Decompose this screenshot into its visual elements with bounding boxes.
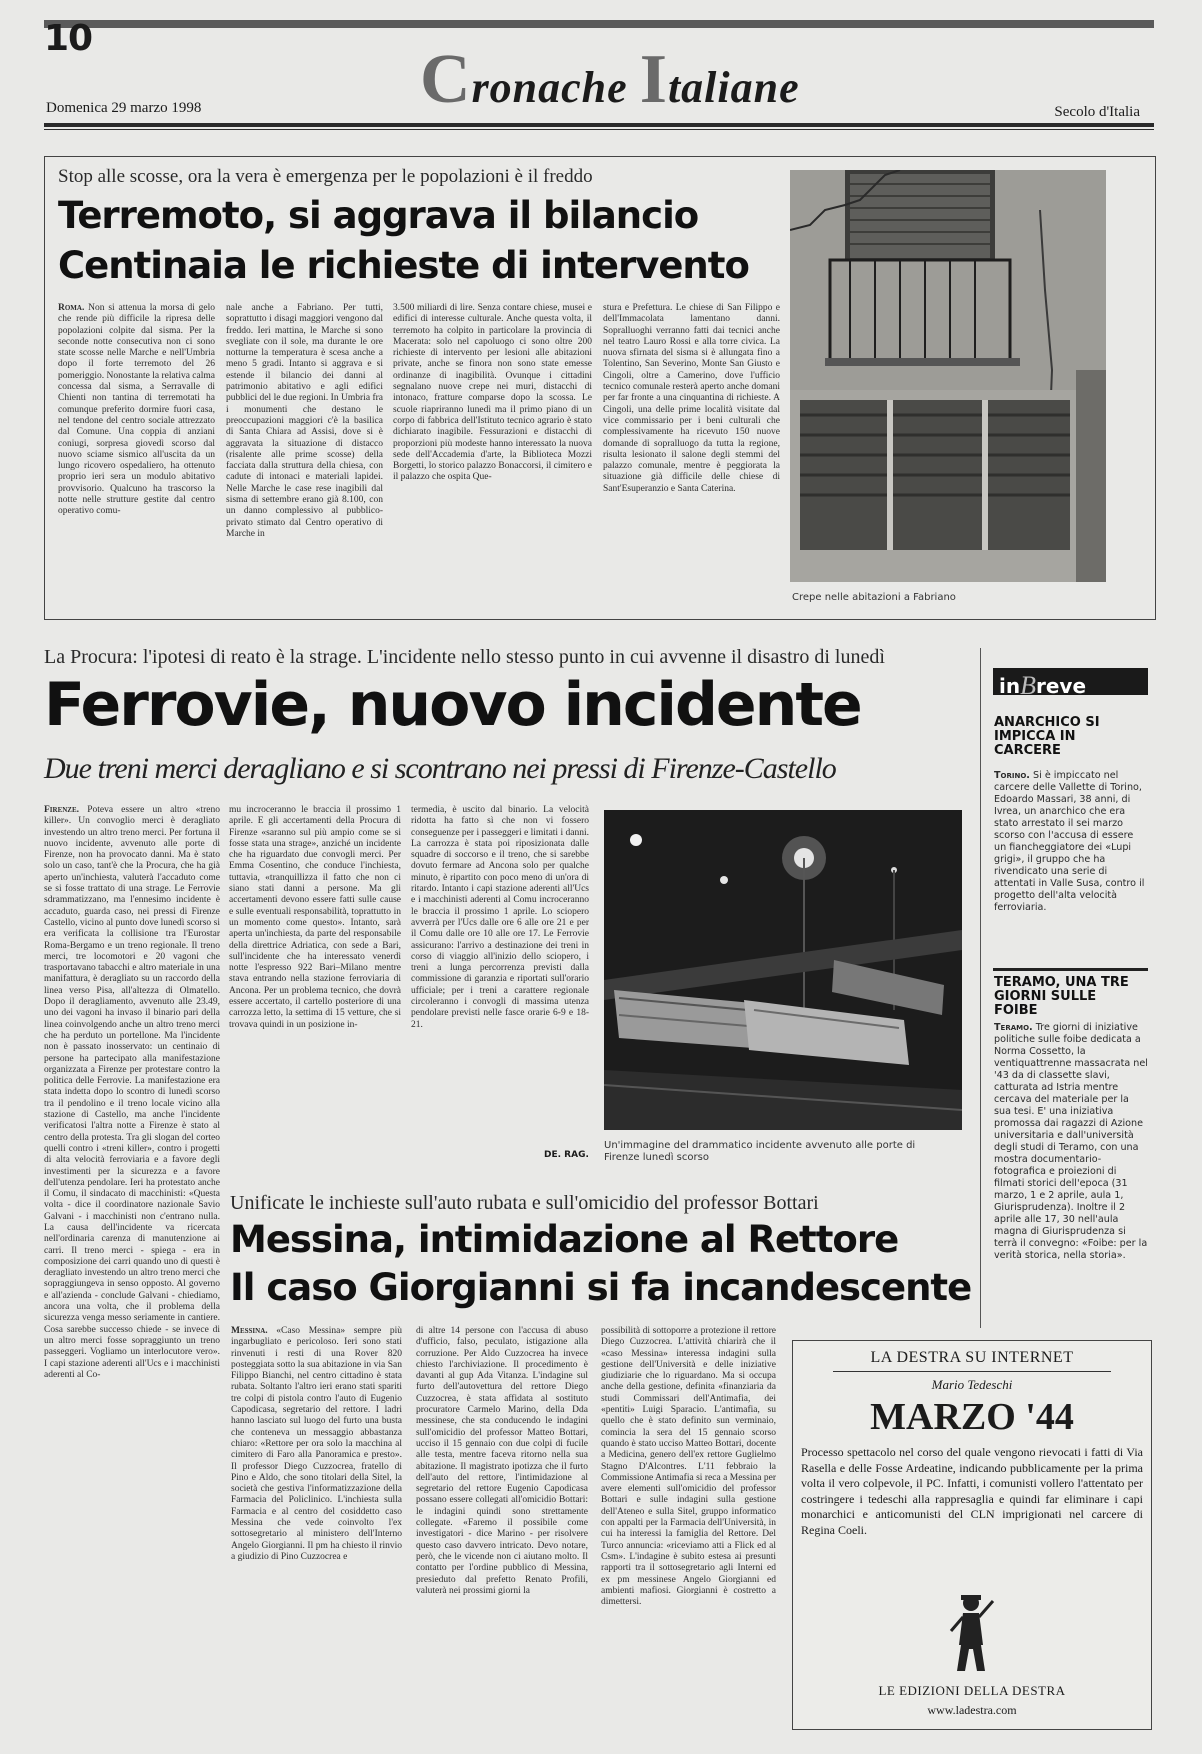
section-masthead: Cronache Italiane [420,41,800,118]
railway-headline: Ferrovie, nuovo incidente [44,670,861,740]
earthquake-photo-caption: Crepe nelle abitazioni a Fabriano [792,592,956,603]
advert-publisher: LE EDIZIONI DELLA DESTRA [878,1683,1066,1698]
book-advert [792,1340,1152,1730]
railway-column-2: mu incroceranno le braccia il prossimo 1 aprile. E gli accertamenti della Procura di Firenze «saranno sul più ampio come se si fosse stata una strage», anziché un incidente che ha riguardato due convogli merci. Per Emma Cosentino, che conduce l'inchiesta, tuttavia, «tranquillizza il fatto che non ci siano stati danni a persone. Ma gli accertamenti devono essere fatti sulle cause e sulle eventuali responsabilità, toprattutto in un momento come questo». Intanto, sarà aperta un'inchiesta, da parte del responsabile della direttrice Adriatica, con sede a Bari, sull'incidente che ha interessato venerdì notte l'espresso 922 Bari–Milano mentre stava entrando nella stazione ferroviaria di Ancona. Per un problema tecnico, che dovrà essere accertato, il cartello posteriore di una carrozza letto, la settima di 15 vetture, che si trovava quindi in un posizione in- [229,805,401,1030]
soldier-icon [943,1591,999,1675]
advert-text: Processo spettacolo nel corso del quale vengono rievocati i fatti di Via Rasella e delle Fosse Ardeatine, indicando pubblicamente per la prima volta il vero colpevole, il PC. Infatti, i comunisti vollero l'attentato per costringere i tedeschi alla rappresaglia e quindi far eliminare i capi monarchici e anticomunisti del CLN imprigionati nel carcere di Regina Coeli. [801,1445,1143,1537]
dateline: Domenica 29 marzo 1998 [46,100,202,116]
messina-column-1: Messina. «Caso Messina» sempre più ingarbugliato e pericoloso. Ieri sono stati rinvenuti i resti di una Rover 820 posteggiata sotto la sua abitazione in via San Filippo Bianchi, nel centro cittadino è stata rubata. Soltanto l'altro ieri erano stati spariti tre colpi di pistola contro l'auto di Eugenio Capodicasa, segretario del rettore. I ladri hanno lasciato sul luogo del furto una busta che conteneva un messaggio abbastanza chiaro: «Rettore per ora solo la macchina al cimitero di Faro alla Panoramica e presto». Il professor Diego Cuzzocrea, fratello di Pino e Aldo, che sono titolari della Sitel, la società che gestiva l'informatizzazione della Farmacia del Policlinico. L'inchiesta sulla Farmacia e al centro del cosiddetto caso Messina che vede coinvolto l'ex sottosegretario al ministero dell'Interno Angelo Giorgianni. Il pm ha chiesto il rinvio a giudizio di Pino Cuzzocrea e [231,1326,402,1562]
breve-item1-title: ANARCHICO SI IMPICCA IN CARCERE [994,715,1100,758]
header-rule-thin [44,129,1154,130]
messina-kicker: Unificate le inchieste sull'auto rubata e sull'omicidio del professor Bottari [230,1192,819,1214]
breve-item2-title: TERAMO, UNA TRE GIORNI SULLE FOIBE [994,975,1129,1018]
railway-kicker: La Procura: l'ipotesi di reato è la strage. L'incidente nello stesso punto in cui avvenne il disastro di lunedì [44,646,885,668]
breve-title: inBreve [999,671,1087,700]
breve-rule [993,968,1148,971]
railway-column-3: termedia, è uscito dal binario. La velocità ridotta ha fatto sì che non vi fossero conseguenze per i passeggeri e limitati i danni. La carrozza è stata poi riposizionata dalle squadre di soccorso e il treno, che si sarebbe dovuto fermare ad Ancona solo per qualche minuto, è ripartito con poco meno di un'ora di ritardo. Intanto i capi stazione aderenti all'Ucs e i macchinisti aderenti al Comu incroceranno le braccia il prossimo 1 aprile. Lo sciopero avverrà per l'Ucs dalle ore 6 alle ore 21 e per il Comu dalle ore 10 alle ore 17. Le Ferrovie assicurano: l'arrivo a destinazione dei treni in corso di viaggio all'inizio dello sciopero, i treni a lunga percorrenza previsti dalla commissione di garanzia e riportati sull'orario ufficiale; per i treni a carattere regionale circoleranno i convogli di massima utenza pendolare previsti nelle fasce orarie 6-9 e 18-21. [411,805,589,1030]
header-rule [44,123,1154,127]
cracked-building-image [790,170,1106,582]
newspaper-name: Secolo d'Italia [1054,104,1140,120]
railway-byline: DE. RAG. [544,1150,589,1160]
earthquake-column-3: 3.500 miliardi di lire. Senza contare chiese, musei e edifici di interesse culturale. Anche questa volta, il terremoto ha colpito in particolare la provincia di Macerata: solo nel capoluogo ci sono oltre 200 richieste di intervento per lesioni alle abitazioni private, anche se finora non sono state emesse ordinanze di inagibilità. Ovunque i cittadini segnalano nuove crepe nei muri, distacchi di intonaco, fratture comparse dopo la scossa. Le scuole riapriranno lunedì ma il primo piano di un corpo di fabbrica dell'Istituto tecnico agrario è stato dichiarato inagibile. Fessurazioni e distacchi di proporzioni più modeste hanno interessato la nuova sede dell'Accademia d'arte, la Biblioteca Mozzi Borgetti, lo storico palazzo Bonaccorsi, il cimitero e il palazzo che ospita Que- [393,303,592,483]
earthquake-photo [790,170,1106,582]
messina-dateline: Messina. [231,1326,268,1336]
earthquake-dateline: Roma. [58,303,85,313]
advert-title: MARZO '44 [870,1396,1074,1438]
earthquake-headline-1: Terremoto, si aggrava il bilancio [58,194,699,237]
railway-photo [604,810,962,1130]
railway-column-1: Firenze. Poteva essere un altro «treno killer». Un convoglio merci è deragliato investendo un altro treno merci. Per fortuna il nuovo incidente, avvenuto alle porte di Firenze, non ha provocato danni. Ma è stato solo un caso, tant'è che la Procura, che ha già aperto un'inchiesta, valuterà l'accaduto come se si fosse trattato di una strage. Le Ferrovie sdrammatizzano, ma l'ennesimo incidente è accaduto, guarda caso, nei pressi di Firenze Castello, vicino al punto dove lunedì scorso si era verificata la collisione tra l'Eurostar Roma-Bergamo e un treno regionale. Il treno merci, tre locomotori e 20 vagoni che trasportavano tabacchi e altro materiale in una manifattura, è deragliato su un raccordo della linea verso Pisa, all'altezza di Olmatello. Dopo il deragliamento, avvenuto alle 23.49, uno dei vagoni ha invaso il binario pari della linea coinvolgendo anche un altro treno merci che ha perduto un portellone. Ma l'incidente non è passato inosservato: un centinaio di persone ha partecipato alla manifestazione organizzata a Firenze per protestare contro la politica delle Ferrovie. La manifestazione era stata indetta dopo lo scontro di lunedì scorso tra il pendolino e il treno locale vicino alla stazione di Castello, ma anche l'incidente verificatosi l'altra notte a Firenze è stato al centro della protesta. Tra gli slogan del corteo quelli contro i «treni killer», contro i progetti di alta velocità ferroviaria e a favore degli investimenti per la sicurezza e a favore dell'utenza pendolare. Ieri ha protestato anche il Comu, il sindacato di macchinisti: «Questa volta - dice il coordinatore nazionale Savio Galvani - i macchinisti non c'entrano nulla. La causa dell'incidente va ricercata nell'ordinaria carenza di manutenzione ai carri. Il treno merci - spiega - era in composizione dei carri quando uno di questi è deragliato investendo un altro treno merci che sopraggiungeva in senso opposto. Al governo e all'azienda - conclude Galvani - chiediamo, ancora una volta, che il problema della sicurezza venga messo seriamente in cantiere. Cosa sarebbe successo chiede - se invece di un altro merci fosse sopraggiunto un treno passeggeri. Vogliamo un interlocutore vero». I capi stazione aderenti all'Ucs e i macchinisti aderenti al Co- [44,805,220,1380]
advert-url: www.ladestra.com [927,1703,1017,1717]
messina-headline-2: Il caso Giorgianni si fa incandescente [230,1266,972,1309]
breve-item2-text: Teramo. Tre giorni di iniziative politiche sulle foibe dedicata a Norma Cossetto, la ventiquattrenne massacrata nel '43 da di classette slavi, catturata ad Istria mentre cercava del materiale per la sua tesi. E' una iniziativa promossa dai ragazzi di Azione universitaria e dall'università degli studi di Teramo, con una mostra documentario-fotografica e proiezioni di filmati storici dell'epoca (31 marzo, 1 e 2 aprile, aula 1, Giurisprudenza). Inoltre il 2 aprile alle 17, 30 nell'aula magna di Giurisprudenza si terrà il convegno: «Foibe: per la verità storica, nella storia». [994,1022,1148,1261]
messina-column-2: di altre 14 persone con l'accusa di abuso d'ufficio, falso, peculato, istigazione alla corruzione. Per Aldo Cuzzocrea ha invece chiesto l'archiviazione. Il procedimento è davanti al gup Ada Vitanza. L'indagine sul furto dell'autovettura del rettore Diego Cuzzocrea, è stata affidata al sostituto procuratore Carmelo Marino, della Dda messinese, che sta conducendo le indagini sull'omicidio del professor Matteo Bottari, ucciso il 15 gennaio con due colpi di fucile alle testa, mentre faceva ritorno nella sua abitazione. Il magistrato ipotizza che il furto dell'auto del rettore, l'intimidazione al segretario del rettore Eugenio Capodicasa possano essere collegati all'omicidio Bottari: le indagini quindi sono strettamente collegate. «Faremo il possibile come investigatori - dice Marino - per risolvere questo caso davvero intricato. Devo notare, però, che le vicende non ci aiutano molto. Il contatto per l'ordine pubblico di Messina, presieduto dal prefetto Renato Profili, valuterà nei prossimi giorni la [416,1326,588,1596]
earthquake-kicker: Stop alle scosse, ora la vera è emergenza per le popolazioni è il freddo [58,166,593,187]
breve-separator [980,648,981,1328]
advert-rule [833,1371,1111,1372]
railway-dateline: Firenze. [44,805,80,815]
top-rule [44,20,1154,28]
breve-title-bar [993,668,1148,700]
train-accident-image [604,810,962,1130]
messina-headline-1: Messina, intimidazione al Rettore [230,1218,899,1261]
earthquake-column-1: Roma. Non si attenua la morsa di gelo che rende più difficile la ripresa delle popolazioni colpite dal sisma. Per la seconde notte consecutiva non ci sono state scosse nelle Marche e nell'Umbria dopo il forte terremoto del 26 pomeriggio. Nonostante la relativa calma concessa dal sisma, a Serravalle di Chienti non tantina di terremotati ha comunque preferito dormire fuori casa, nel tendone del centro sociale attrezzato dal Comune. Una coppia di anziani coniugi, sorpresa giovedì scorso dal nuovo sciame sismico all'uscita da un lungo ricovero ospedaliero, ha ottenuto proprio ieri sera un modulo abitativo provvisorio. Qualcuno ha trascorso la notte nelle strutture gestite dal centro operativo comu- [58,303,215,517]
railway-photo-caption: Un'immagine del drammatico incidente avvenuto alle porte di Firenze lunedì scorso [604,1140,916,1163]
railway-subhead: Due treni merci deragliano e si scontrano nei pressi di Firenze-Castello [44,752,836,785]
earthquake-column-4: stura e Prefettura. Le chiese di San Filippo e dell'Immacolata lamentano danni. Sopralluoghi verranno fatti dai tecnici anche nel teatro Lauro Rossi e alla torre civica. La nuova sfirnata del sisma si è allungata fino a Tolentino, San Severino, Monte San Giusto e Cingoli, oltre a Camerino, dove l'ufficio tecnico comunale resterà aperto anche domani per far fronte a una cinquantina di richieste. A Cingoli, una delle prime località visitate dal vice commissario per i beni culturali che complessivamente ha ricevuto 150 nuove domande di sopralluogo da tutta la regione, risulta lesionato il salone degli stemmi del palazzo comunale, mentre è peggiorata la situazione già difficile delle chiese di Sant'Esuperanzio e Santa Caterina. [603,303,780,494]
page-number: 10 [44,18,93,59]
earthquake-headline-2: Centinaia le richieste di intervento [58,244,749,287]
breve-item1-text: Torino. Si è impiccato nel carcere delle Vallette di Torino, Edoardo Massari, 38 anni, di Ivrea, un anarchico che era stato arrestato il sei marzo scorso con l'accusa di essere un fiancheggiatore dei «Lupi grigi», il gruppo che ha rivendicato una serie di attentati in Valle Susa, contro il progetto dell'alta velocità ferroviaria. [994,770,1145,913]
advert-header: LA DESTRA SU INTERNET [870,1349,1074,1366]
earthquake-column-2: nale anche a Fabriano. Per tutti, soprattutto i disagi maggiori vengono dal freddo. Ieri mattina, le Marche si sono svegliate con il sole, ma durante le ore notturne la temperatura è scesa anche a meno 5 gradi. Intanto si aggrava e si estende il bilancio dei danni al patrimonio abitativo e agli edifici pubblici del le due regioni. In Umbria fra i monumenti che destano le preoccupazioni maggiori c'è la basilica di Santa Chiara ad Assisi, dove si è aggravata la situazione di distacco (risalente alle prime scosse) della facciata dalla struttura della chiesa, con cadute di intonaci e materiali lapidei. Nelle Marche le case rese inagibili dal sisma di settembre erano già 8.100, con un danno complessivo al pubblico-privato stimato dal Centro operativo di Marche in [226,303,383,539]
messina-column-3: possibilità di sottoporre a protezione il rettore Diego Cuzzocrea. L'attività chiarirà che il «caso Messina» interessa indagini sulla gestione dell'Università e delle iniziative giudiziarie che lo riguardano. Ma si occupa anche della gestione, definita «finanziaria da studi Commissari dell'Antimafia, dei «pentiti» Luigi Sparacio. L'antimafia, su quello che è stato definito sun verminaio, comincia la sera del 15 gennaio scorso quando è stato ucciso Matteo Bottari, docente a Medicina, genero dell'ex rettore Guglielmo Stagno D'Alcontres. L'11 febbraio la Commissione Antimafia si reca a Messina per avere elementi sull'omicidio del professor Bottari e sulle indagini sulla gestione dell'Ateneo e sulla Sitel, gruppo informatico con appalti per la Farmacia dell'Università, in cui ha interessi la famiglia del Rettore. Del Turco annuncia: «riceviamo atti a Flick ed al Csm». L'indagine è subito estesa ai presunti rapporti tra il sottosegretario agli Interni ed ex pm messinese Angelo Giorgianni ed ambienti mafiosi. Giorgianni è costretto a dimettersi. [601,1326,776,1608]
advert-author: Mario Tedeschi [931,1377,1013,1392]
